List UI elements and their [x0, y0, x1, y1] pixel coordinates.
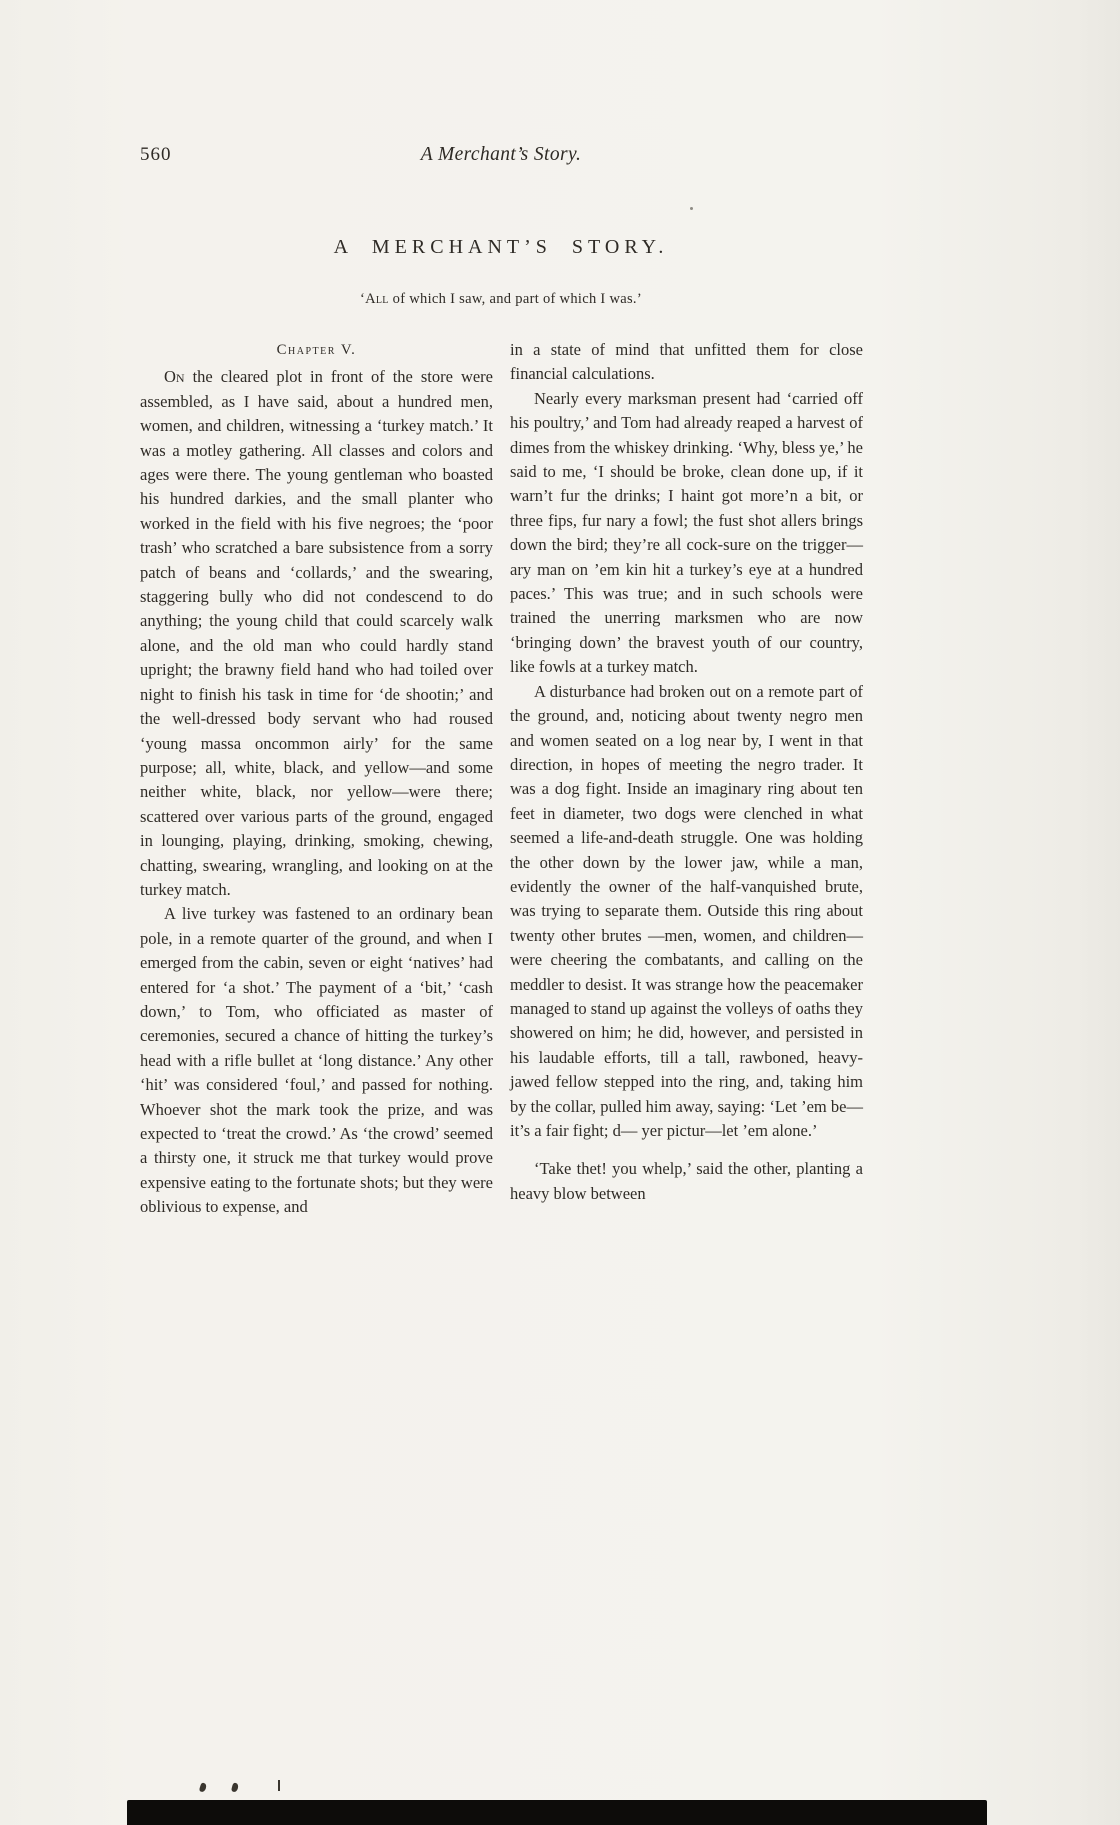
paragraph-lead: On: [164, 367, 185, 387]
body-paragraph: in a state of mind that unfitted them for close financial calculations.: [510, 340, 863, 384]
page-header: [140, 144, 862, 170]
paragraph-text: the cleared plot in front of the store were assembled, as I have said, about a hundred men, women, and children, witnessing a ‘turkey match.’ It was a motley gathering. All classes and colors and ages were there. The young gentleman who boasted his hundred darkies, and the small planter who worked in the field with his five negroes; the ‘poor trash’ who scratched a bare subsistence from a sorry patch of beans and ‘collards,’ and the swearing, staggering bully who did not condescend to do anything; the young child that could scarcely walk alone, and the old man who could hardly stand upright; the brawny field hand who had toiled over night to finish his task in time for ‘de shootin;’ and the well-dressed body servant who had roused ‘young massa oncommon airly’ for the same purpose; all, white, black, and yellow—and some neither white, black, nor yellow—were there; scattered over various parts of the ground, engaged in lounging, playing, drinking, smoking, chewing, chatting, swearing, wrangling, and looking on at the turkey match.: [140, 367, 493, 899]
epigraph: [140, 291, 862, 308]
right-column: [510, 338, 863, 1220]
article-title: A MERCHANT’S STORY.: [333, 236, 669, 258]
scan-edge-bar: [127, 1800, 987, 1825]
body-paragraph: [140, 365, 493, 902]
body-paragraph: A disturbance had broken out on a remote part of the ground, and, noticing about twenty negro men and women seated on a log near by, I went in that direction, in hopes of meeting the negro trader. It was a dog fight. Inside an imaginary ring about ten feet in diameter, two dogs were clenched in what seemed a life-and-death struggle. One was holding the other down by the lower jaw, while a man, evidently the owner of the half-vanquished brute, was trying to separate them. Outside this ring about twenty other brutes —men, women, and children—were cheering the combatants, and calling on the meddler to desist. It was strange how the peacemaker managed to stand up against the volleys of oaths they showered on him; he did, however, and persisted in his laudable efforts, till a tall, rawboned, heavy-jawed fellow stepped into the ring, and, taking him by the collar, pulled him away, saying: ‘Let ’em be—it’s a fair fight; d— yer pictur—let ’em alone.’: [510, 681, 863, 1140]
running-head: A Merchant’s Story.: [420, 144, 582, 165]
body-paragraph: A live turkey was fastened to an ordinary bean pole, in a remote quarter of the ground, and when I emerged from the cabin, seven or eight ‘natives’ had entered for ‘a shot.’ The payment of a ‘bit,’ ‘cash down,’ to Tom, who officiated as master of ceremonies, secured a chance of hitting the turkey’s head with a rifle bullet at ‘long distance.’ Any other ‘hit’ was considered ‘foul,’ and passed for nothing. Whoever shot the mark took the prize, and was expected to ‘treat the crowd.’ As ‘the crowd’ seemed a thirsty one, it struck me that turkey would prove expensive eating to the fortunate shots; but they were oblivious to expense, and: [140, 904, 493, 1217]
scan-artifact: [199, 1782, 207, 1792]
scan-artifact: [278, 1780, 280, 1791]
body-paragraph: ‘Take thet! you whelp,’ said the other, planting a heavy blow between: [510, 1159, 863, 1203]
scan-artifact: [231, 1782, 239, 1792]
chapter-heading: Chapter V.: [276, 342, 357, 358]
text-columns: [140, 338, 863, 1220]
epigraph-lead: ‘All: [360, 291, 389, 307]
scan-artifact: [690, 207, 693, 210]
left-column: [140, 338, 493, 1220]
body-paragraph: Nearly every marksman present had ‘carried off his poultry,’ and Tom had already reaped a harvest of dimes from the whiskey drinking. ‘Why, bless ye,’ he said to me, ‘I should be broke, clean done up, if it warn’t fur the drinks; I haint got more’n a bit, or three fips, fur nary a fowl; the fust shot allers brings down the bird; they’re all cock-sure on the trigger—ary man on ’em kin hit a turkey’s eye at a hundred paces.’ This was true; and in such schools were trained the unerring marksmen who are now ‘bringing down’ the bravest youth of our country, like fowls at a turkey match.: [510, 388, 863, 677]
page-number: 560: [140, 144, 172, 165]
epigraph-rest: of which I saw, and part of which I was.’: [388, 291, 642, 307]
